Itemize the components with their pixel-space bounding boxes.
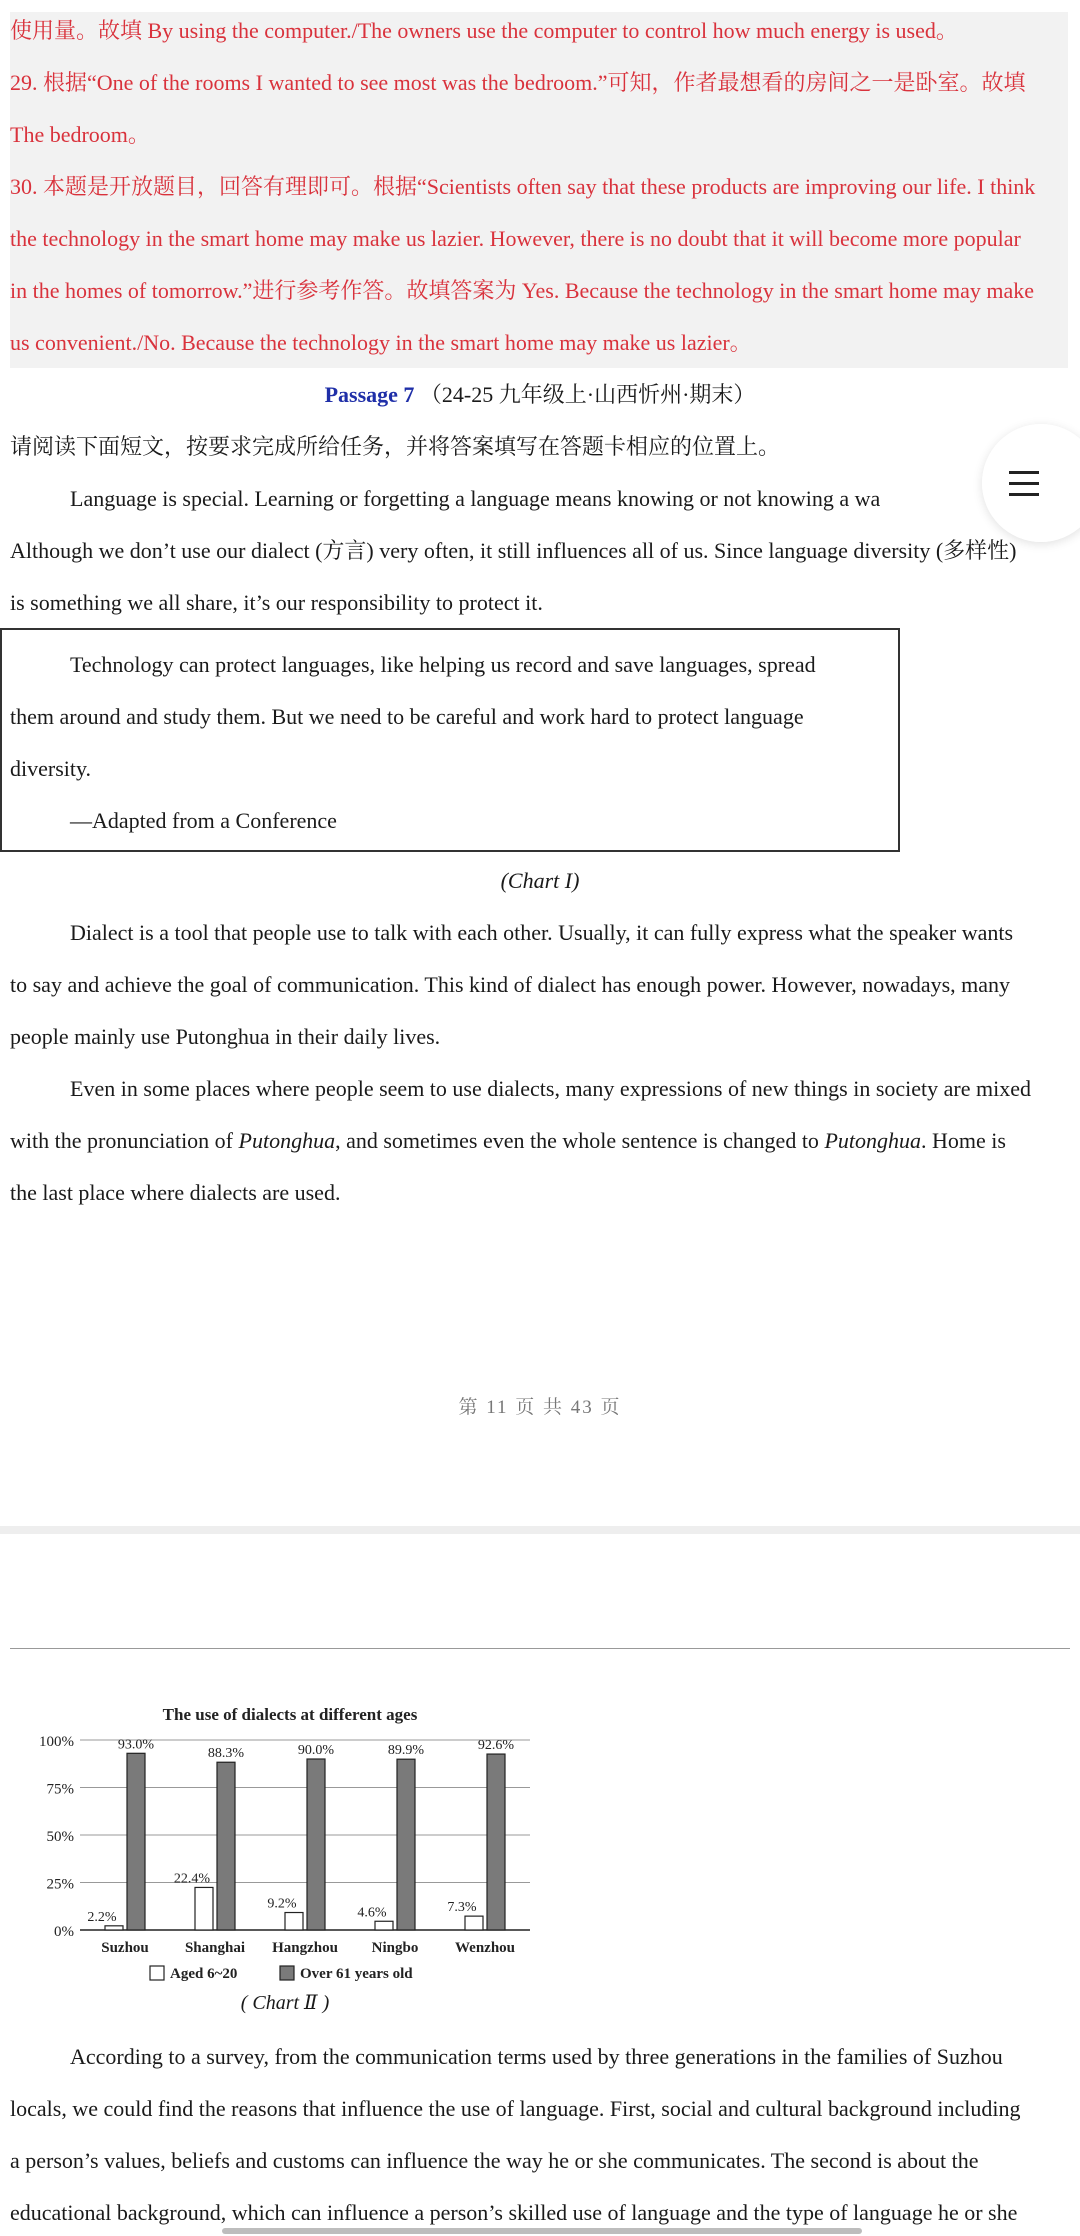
chart-bars [105, 1753, 505, 1930]
paragraph-2-line-1: Dialect is a tool that people use to talk with each other. Usually, it can fully express what the speaker wants [70, 920, 1014, 945]
passage-source: （24-25 九年级上·山西忻州·期末） [419, 382, 756, 407]
bar-over-61 [307, 1759, 325, 1930]
paragraph-3-line-2 [10, 1126, 1006, 1156]
passage-instruction: 请阅读下面短文，按要求完成所给任务，并将答案填写在答题卡相应的位置上。 [10, 434, 781, 459]
chart-2-caption: ( Chart Ⅱ ) [240, 1992, 330, 2014]
bar-aged-6-20 [285, 1913, 303, 1930]
passage-title: Passage 7 [324, 382, 415, 407]
legend-swatch [280, 1966, 294, 1980]
y-tick-label: 50% [46, 1829, 74, 1845]
chart-y-axis [39, 1734, 74, 1940]
p3-text-b: , and sometimes even the whole sentence is changed to [335, 1128, 825, 1153]
x-tick-label: Shanghai [184, 1940, 246, 1956]
data-label: 22.4% [173, 1871, 211, 1887]
paragraph-4-line-2: locals, we could find the reasons that influence the use of language. First, social and cultural background including [10, 2096, 1021, 2121]
bar-over-61 [397, 1759, 415, 1930]
p3-italic-1: Putonghua [238, 1128, 336, 1153]
x-tick-label: Wenzhou [454, 1940, 516, 1956]
paragraph-2-line-2: to say and achieve the goal of communication. This kind of dialect has enough power. However, nowadays, many [10, 972, 1011, 997]
y-tick-label: 100% [39, 1734, 74, 1750]
answer-line-6: in the homes of tomorrow.”进行参考作答。故填答案为 Yes. Because the technology in the smart home may make [10, 278, 1035, 303]
paragraph-1-line-1: Language is special. Learning or forgetting a language means knowing or not knowing a wa [70, 486, 881, 511]
bar-aged-6-20 [195, 1887, 213, 1930]
paragraph-4-line-1: According to a survey, from the communication terms used by three generations in the families of Suzhou [70, 2044, 1003, 2069]
chart-data-labels [87, 1737, 514, 1925]
hamburger-menu-icon [1009, 467, 1039, 500]
chart-title: The use of dialects at different ages [162, 1705, 418, 1724]
paragraph-1-line-2: Although we don’t use our dialect (方言) very often, it still influences all of us. Since language diversity (多样性) [10, 538, 1017, 563]
data-label: 7.3% [447, 1900, 477, 1916]
paragraph-4-line-4: educational background, which can influence a person’s skilled use of language and the type of language he or she [10, 2200, 1018, 2225]
paragraph-4-line-3: a person’s values, beliefs and customs can influence the way he or she communicates. The second is about the [10, 2148, 979, 2173]
legend-label: Aged 6~20 [170, 1966, 238, 1982]
data-label: 4.6% [357, 1905, 387, 1921]
bar-over-61 [487, 1754, 505, 1930]
x-tick-label: Suzhou [101, 1940, 149, 1956]
box-source: —Adapted from a Conference [70, 808, 337, 833]
page-footer: 第 11 页 共 43 页 [458, 1397, 622, 1418]
y-tick-label: 0% [54, 1924, 74, 1940]
data-label: 90.0% [297, 1743, 335, 1758]
y-tick-label: 75% [46, 1781, 74, 1798]
data-label: 89.9% [387, 1743, 425, 1759]
legend-label: Over 61 years old [300, 1966, 413, 1982]
paragraph-3-line-1: Even in some places where people seem to use dialects, many expressions of new things in society are mixed [70, 1076, 1032, 1101]
data-label: 93.0% [117, 1737, 155, 1753]
data-label: 92.6% [477, 1738, 515, 1754]
bar-aged-6-20 [105, 1926, 123, 1930]
page-separator [0, 1526, 1080, 1534]
p3-text-c: . Home is [921, 1128, 1006, 1153]
answer-line-2: 29. 根据“One of the rooms I wanted to see most was the bedroom.”可知，作者最想看的房间之一是卧室。故填 [10, 70, 1026, 95]
p3-italic-2: Putonghua [824, 1128, 921, 1153]
data-label: 9.2% [267, 1896, 297, 1912]
chart-legend [150, 1966, 413, 1982]
data-label: 2.2% [87, 1909, 117, 1925]
answer-line-7: us convenient./No. Because the technology in the smart home may make us lazier。 [10, 330, 752, 355]
chart-x-axis [101, 1940, 515, 1956]
menu-button[interactable] [982, 424, 1080, 542]
answer-line-4: 30. 本题是开放题目，回答有理即可。根据“Scientists often say that these products are improving our life. I think [10, 174, 1036, 199]
p3-text-a: with the pronunciation of [10, 1128, 239, 1153]
x-tick-label: Hangzhou [272, 1940, 338, 1956]
box-line-3: diversity. [10, 756, 92, 781]
passage-heading [0, 380, 1080, 410]
x-tick-label: Ningbo [371, 1940, 419, 1956]
data-label: 88.3% [207, 1746, 245, 1762]
horizontal-scroll-indicator[interactable] [222, 2228, 862, 2234]
answer-line-5: the technology in the smart home may make us lazier. However, there is no doubt that it will become more popular [10, 226, 1021, 251]
box-line-1: Technology can protect languages, like helping us record and save languages, spread [70, 652, 816, 677]
chart-1-caption: (Chart I) [500, 868, 580, 893]
y-tick-label: 25% [46, 1876, 74, 1893]
dialect-usage-chart [0, 1690, 560, 2020]
bar-aged-6-20 [465, 1916, 483, 1930]
bar-over-61 [217, 1762, 235, 1930]
legend-swatch [150, 1966, 164, 1980]
answer-line-3: The bedroom。 [10, 122, 150, 147]
bar-aged-6-20 [375, 1921, 393, 1930]
header-rule [10, 1648, 1070, 1649]
bar-over-61 [127, 1753, 145, 1930]
paragraph-2-line-3: people mainly use Putonghua in their daily lives. [10, 1024, 441, 1049]
box-line-2: them around and study them. But we need to be careful and work hard to protect language [10, 704, 804, 729]
paragraph-3-line-3: the last place where dialects are used. [10, 1180, 341, 1205]
answer-line-1: 使用量。故填 By using the computer./The owners use the computer to control how much energy is used。 [10, 18, 958, 43]
paragraph-1-line-3: is something we all share, it’s our responsibility to protect it. [10, 590, 543, 615]
